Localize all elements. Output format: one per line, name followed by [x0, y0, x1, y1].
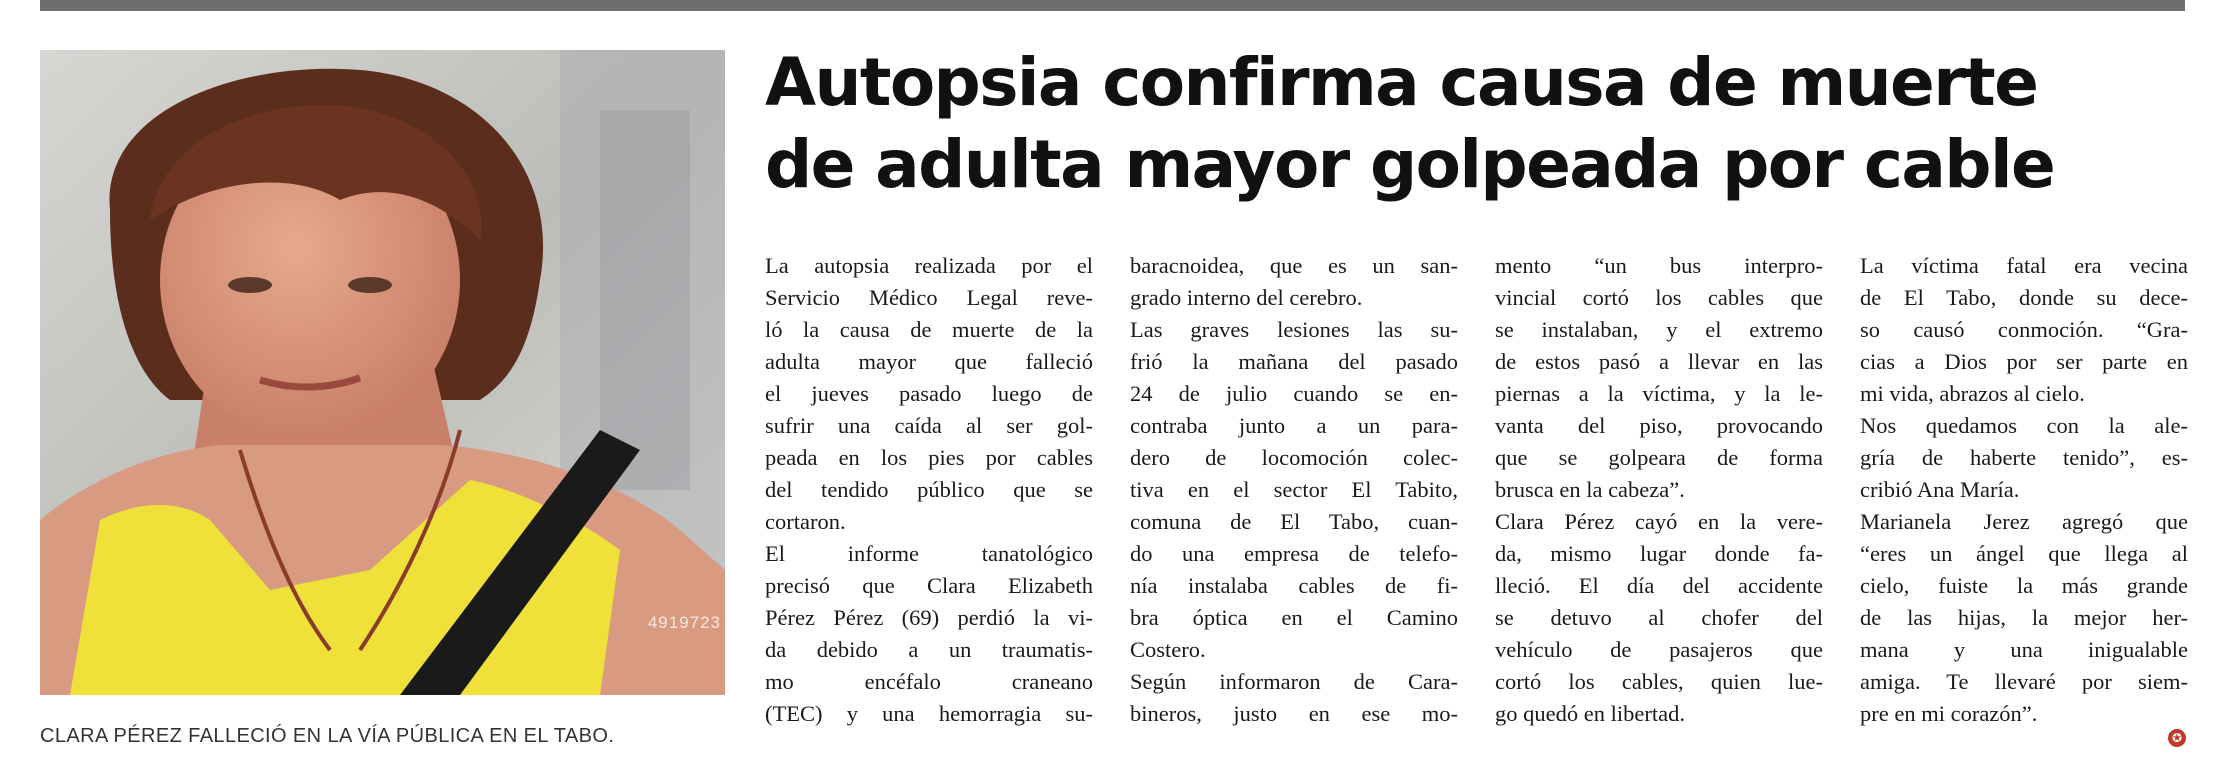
article-photo	[40, 50, 725, 695]
body-text-line: de las hijas, la mejor her-	[1860, 605, 2188, 630]
body-text-line: cortaron.	[765, 509, 846, 534]
text-column-3	[1495, 250, 1823, 730]
body-text-line: mento “un bus interpro-	[1495, 253, 1823, 278]
body-text-line: de estos pasó a llevar en las	[1495, 349, 1823, 374]
body-text-line: La víctima fatal era vecina	[1860, 253, 2188, 278]
body-text-line: Clara Pérez cayó en la vere-	[1495, 509, 1823, 534]
body-text-line: Servicio Médico Legal reve-	[765, 285, 1093, 310]
body-text-line: cias a Dios por ser parte en	[1860, 349, 2188, 374]
body-text-line: se instalaban, y el extremo	[1495, 317, 1823, 342]
body-text-line: precisó que Clara Elizabeth	[765, 573, 1093, 598]
headline-line: de adulta mayor golpeada por cable	[765, 126, 2055, 203]
body-text-line: vincial cortó los cables que	[1495, 285, 1823, 310]
photo-watermark: 4919723	[647, 613, 721, 632]
body-text-line: da, mismo lugar donde fa-	[1495, 541, 1823, 566]
body-text-line: vehículo de pasajeros que	[1495, 637, 1823, 662]
body-text-line: ló la causa de muerte de la	[765, 317, 1093, 342]
body-text-line: mo encéfalo craneano	[765, 669, 1093, 694]
body-text-line: adulta mayor que falleció	[765, 349, 1093, 374]
body-text-line: Costero.	[1130, 637, 1206, 662]
body-text-line: gría de haberte tenido”, es-	[1860, 445, 2188, 470]
body-text-line: tiva en el sector El Tabito,	[1130, 477, 1458, 502]
body-text-line: pre en mi corazón”.	[1860, 701, 2038, 726]
body-text-line: go quedó en libertad.	[1495, 701, 1685, 726]
body-text-line: cribió Ana María.	[1860, 477, 2020, 502]
body-text-line: La autopsia realizada por el	[765, 253, 1093, 278]
body-text-line: El informe tanatológico	[765, 541, 1093, 566]
body-text-line: sufrir una caída al ser gol-	[765, 413, 1093, 438]
body-text-line: frió la mañana del pasado	[1130, 349, 1458, 374]
body-text-line: Marianela Jerez agregó que	[1860, 509, 2188, 534]
body-text-line: (TEC) y una hemorragia su-	[765, 701, 1093, 726]
body-text-line: cielo, fuiste la más grande	[1860, 573, 2188, 598]
body-text-line: de El Tabo, donde su dece-	[1860, 285, 2188, 310]
article-end-icon: ✪	[2168, 729, 2186, 747]
text-column-1	[765, 250, 1093, 730]
body-text-line: contraba junto a un para-	[1130, 413, 1458, 438]
photo-caption: CLARA PÉREZ FALLECIÓ EN LA VÍA PÚBLICA EN EL TABO.	[40, 725, 615, 747]
body-text-line: dero de locomoción colec-	[1130, 445, 1458, 470]
body-text-line: mi vida, abrazos al cielo.	[1860, 381, 2085, 406]
body-text-line: comuna de El Tabo, cuan-	[1130, 509, 1458, 534]
body-text-line: 24 de julio cuando se en-	[1130, 381, 1458, 406]
body-text-line: se detuvo al chofer del	[1495, 605, 1823, 630]
body-text-line: nía instalaba cables de fi-	[1130, 573, 1458, 598]
body-text-line: piernas a la víctima, y la le-	[1495, 381, 1823, 406]
body-text-line: grado interno del cerebro.	[1130, 285, 1363, 310]
body-text-line: el jueves pasado luego de	[765, 381, 1093, 406]
body-text-line: peada en los pies por cables	[765, 445, 1093, 470]
body-text-line: que se golpeara de forma	[1495, 445, 1823, 470]
body-text-line: baracnoidea, que es un san-	[1130, 253, 1458, 278]
body-text-line: “eres un ángel que llega al	[1860, 541, 2188, 566]
top-rule	[40, 0, 2185, 11]
body-text-line: vanta del piso, provocando	[1495, 413, 1823, 438]
body-text-line: lleció. El día del accidente	[1495, 573, 1823, 598]
body-text-line: Pérez Pérez (69) perdió la vi-	[765, 605, 1093, 630]
body-text-line: bra óptica en el Camino	[1130, 605, 1458, 630]
body-text-line: del tendido público que se	[765, 477, 1093, 502]
body-text-line: Nos quedamos con la ale-	[1860, 413, 2188, 438]
body-text-line: da debido a un traumatis-	[765, 637, 1093, 662]
body-text-line: cortó los cables, quien lue-	[1495, 669, 1823, 694]
body-text-line: mana y una inigualable	[1860, 637, 2188, 662]
portrait-illustration	[40, 50, 725, 695]
body-text-line: so causó conmoción. “Gra-	[1860, 317, 2188, 342]
body-text-line: brusca en la cabeza”.	[1495, 477, 1685, 502]
body-text-line: Según informaron de Cara-	[1130, 669, 1458, 694]
body-text-line: amiga. Te llevaré por siem-	[1860, 669, 2188, 694]
text-column-4	[1860, 250, 2188, 730]
body-text-line: Las graves lesiones las su-	[1130, 317, 1458, 342]
article-headline	[765, 42, 2205, 206]
text-column-2	[1130, 250, 1458, 730]
headline-line: Autopsia confirma causa de muerte	[765, 44, 2038, 121]
body-text-line: do una empresa de telefo-	[1130, 541, 1458, 566]
body-text-line: bineros, justo en ese mo-	[1130, 701, 1458, 726]
